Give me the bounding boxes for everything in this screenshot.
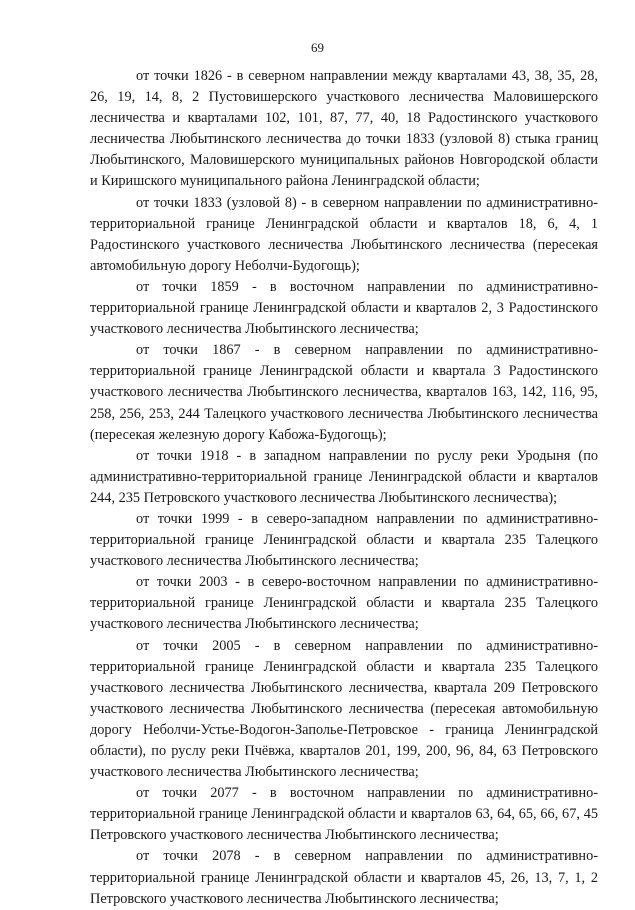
boundary-paragraph: от точки 2078 - в северном направлении по административно-территориальной границе Ленинградской области и кварталов 45, 26, 13, 7, 1, 2 Петровского участкового лесничества Любытинского лесничества; bbox=[90, 848, 598, 907]
boundary-paragraph: от точки 2005 - в северном направлении по административно-территориальной границе Ленинградской области и квартала 235 Талецкого участкового лесничества Любытинского лесничества, квартала 209 Петровского участкового лесничества Любытинского лесничества (пересекая автомобильную дорогу Неболчи-Устье-Водогон-Заполье-Петровское - граница Ленинградской области), по руслу реки Пчёвжа, кварталов 201, 199, 200, 96, 84, 63 Петровского участкового лесничества Любытинского лесничества; bbox=[90, 637, 598, 781]
boundary-paragraph: от точки 1826 - в северном направлении между кварталами 43, 38, 35, 28, 26, 19, 14, 8, 2 Пустовишерского участкового лесничества Маловишерского лесничества и кварталами 102, 101, 87, 77, 40, 18 Радостинского участкового лесничества Любытинского лесничества до точки 1833 (узловой 8) стыка границ Любытинского, Маловишерского муниципальных районов Новгородской области и Киришского муниципального района Ленинградской области; bbox=[90, 68, 598, 190]
boundary-paragraph: от точки 2003 - в северо-восточном направлении по административно-территориальной границе Ленинградской области и квартала 235 Талецкого участкового лесничества Любытинского лесничества; bbox=[90, 574, 598, 633]
boundary-paragraph: от точки 1867 - в северном направлении по административно-территориальной границе Ленинградской области и квартала 3 Радостинского участкового лесничества Любытинского лесничества, кварталов 163, 142, 116, 95, 258, 256, 253, 244 Талецкого участкового лесничества Любытинского лесничества (пересекая железную дорогу Кабожа-Будогощь); bbox=[90, 342, 598, 443]
document-body bbox=[90, 66, 598, 910]
page-number: 69 bbox=[311, 40, 324, 55]
boundary-paragraph: от точки 1999 - в северо-западном направлении по административно-территориальной границе Ленинградской области и квартала 235 Талецкого участкового лесничества Любытинского лесничества; bbox=[90, 510, 598, 570]
boundary-paragraph: от точки 1859 - в восточном направлении по административно-территориальной границе Ленинградской области и кварталов 2, 3 Радостинского участкового лесничества Любытинского лесничества; bbox=[90, 278, 598, 338]
boundary-paragraph: от точки 1833 (узловой 8) - в северном направлении по административно-территориальной границе Ленинградской области и кварталов 18, 6, 4, 1 Радостинского участкового лесничества Любытинского лесничества (пересекая автомобильную дорогу Неболчи-Будогощь); bbox=[90, 194, 598, 274]
boundary-paragraph: от точки 2077 - в восточном направлении по административно-территориальной границе Ленинградской области и кварталов 63, 64, 65, 66, 67, 45 Петровского участкового лесничества Любытинского лесничества; bbox=[90, 785, 598, 844]
boundary-paragraph: от точки 1918 - в западном направлении по руслу реки Уродыня (по административно-территориальной границе Ленинградской области и кварталов 244, 235 Петровского участкового лесничества Любытинского лесничества); bbox=[90, 447, 598, 506]
